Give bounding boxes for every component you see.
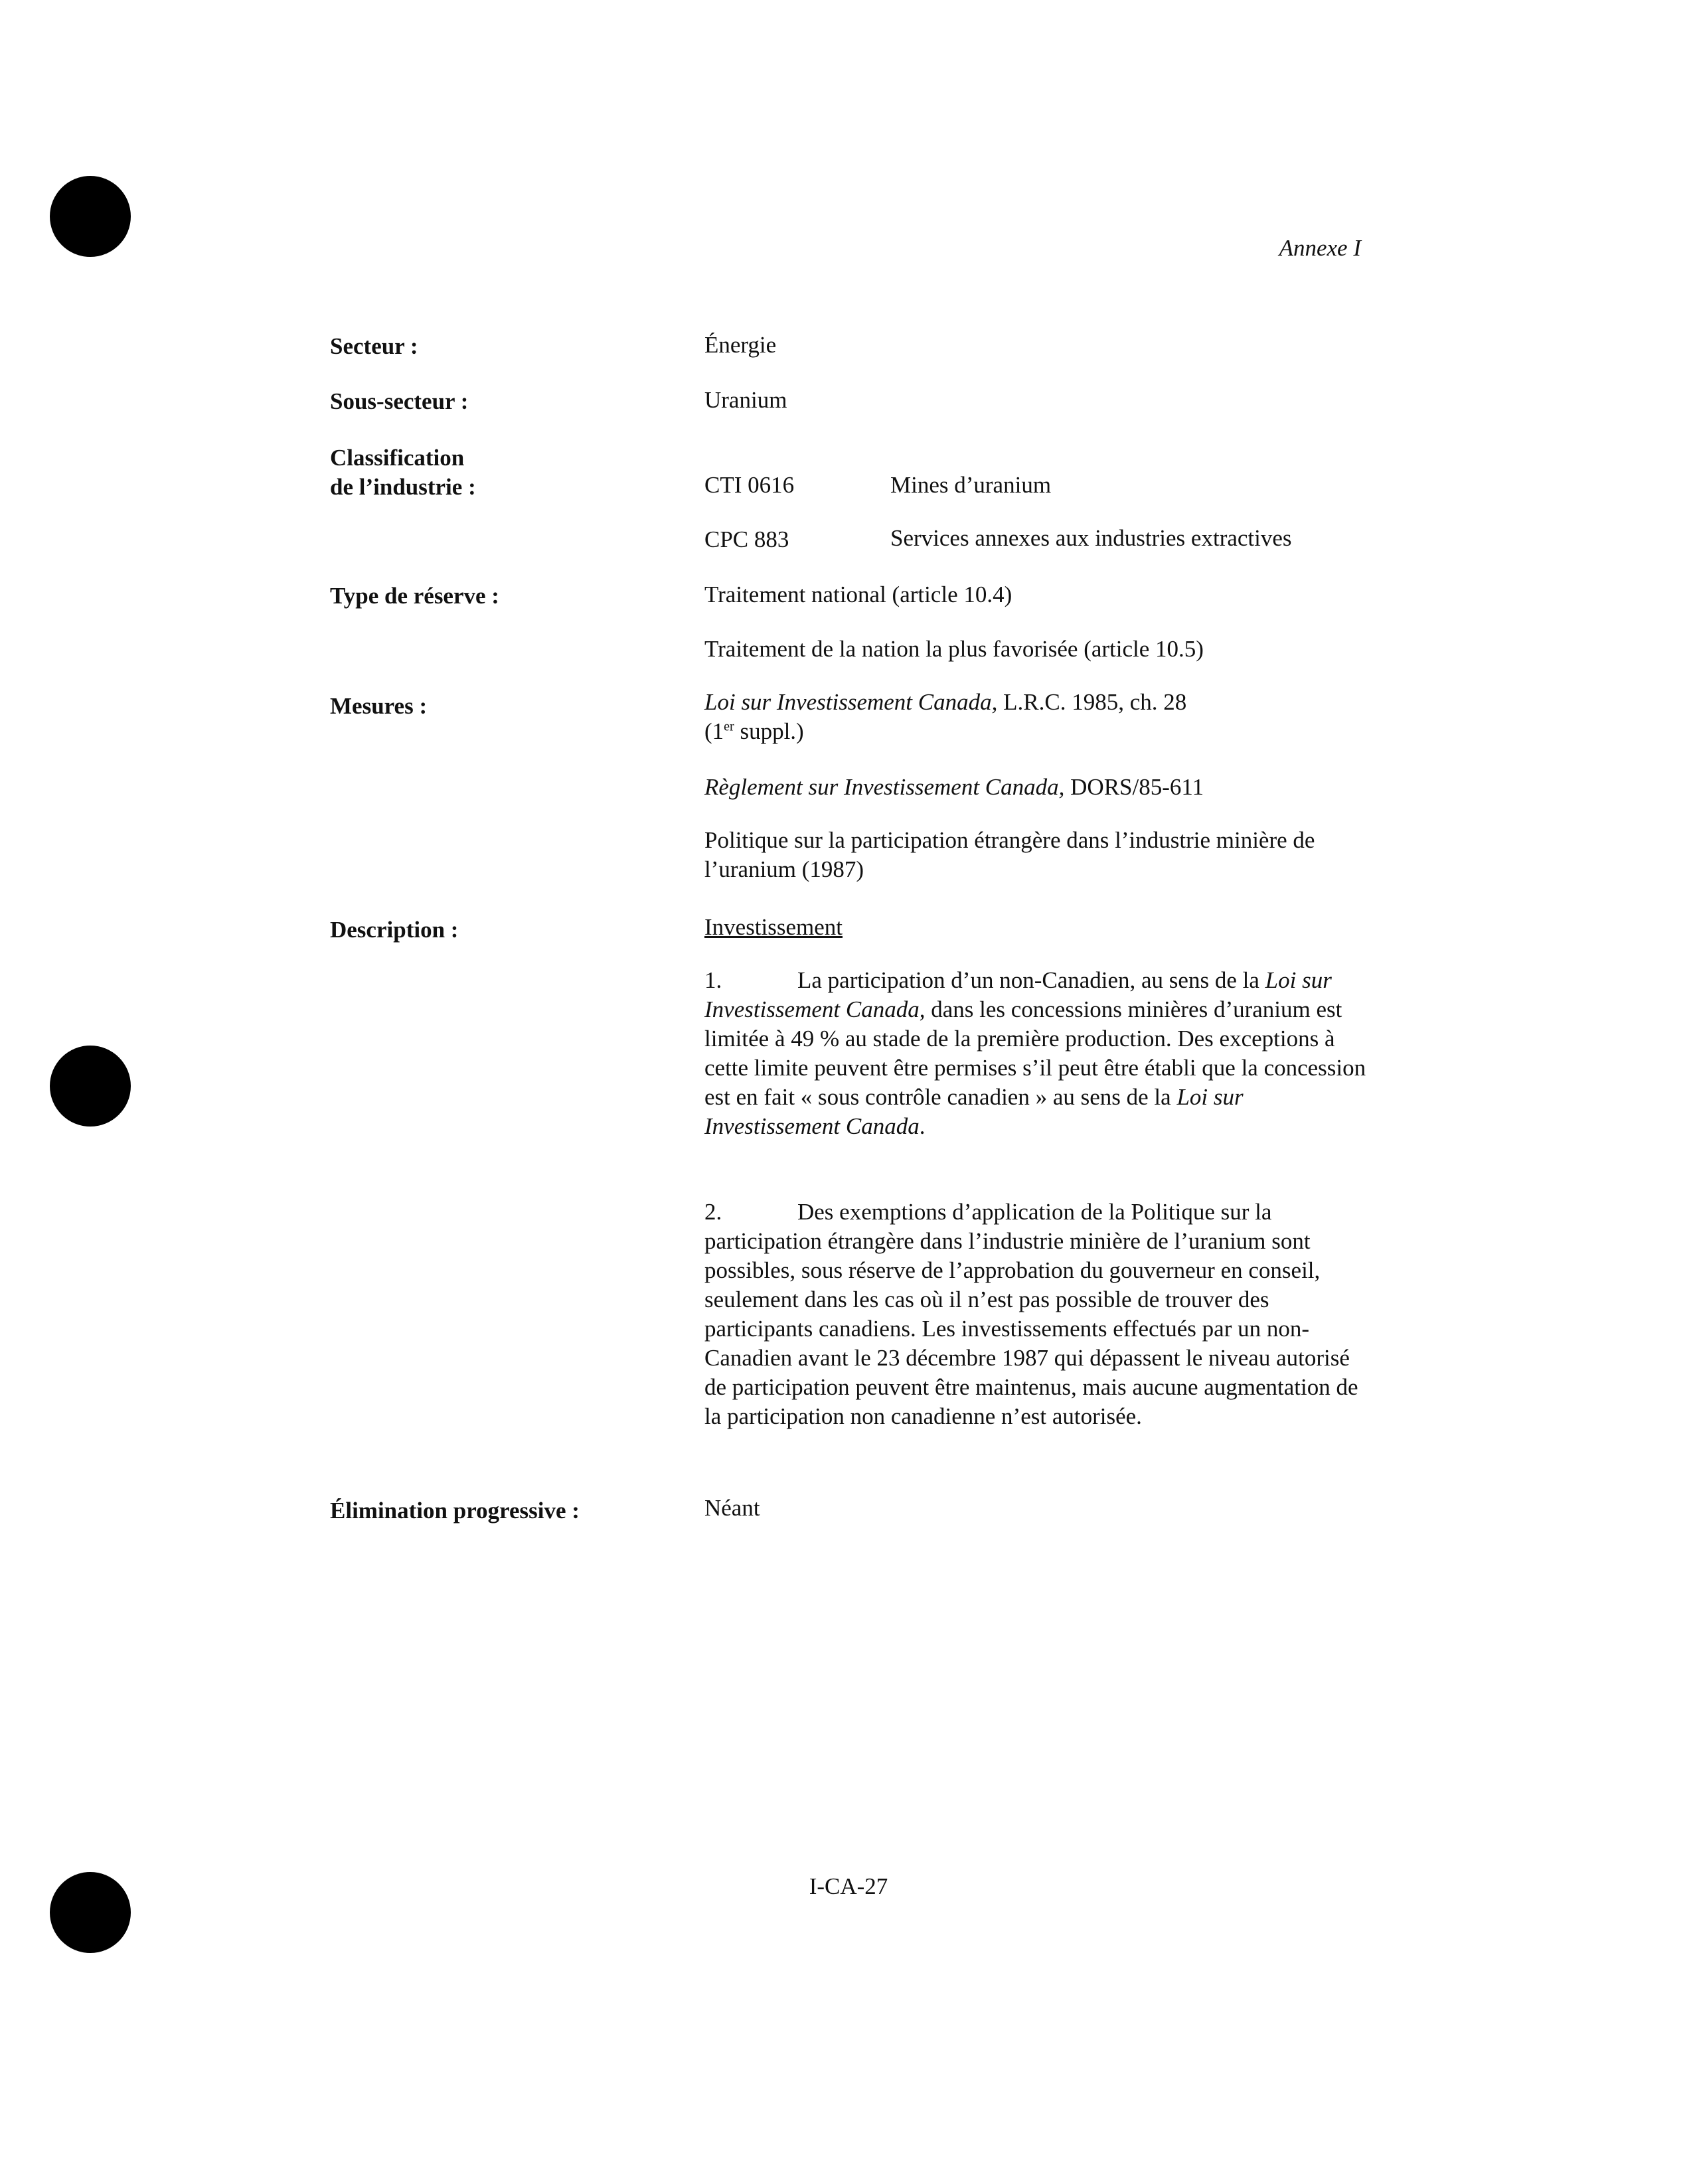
measures-label: Mesures : [330,693,428,719]
reservation-type-1: Traitement national (article 10.4) [704,582,1012,607]
punch-hole-middle [50,1046,131,1127]
classification-code-1: CTI 0616 [704,472,795,498]
measure-1-title: Loi sur Investissement Canada, [704,689,998,715]
paragraph-1-text-c: dans les concessions minières d’uranium est limitée à 49 % au stade de la première production. Des exceptions à cette limite peuvent être permises s’il peut être établi que la concession est en fait « sous contrôle canadien » au sens de la [704,996,1366,1110]
classification-label-line2: de l’industrie : [330,474,476,500]
measure-1 [704,688,1368,746]
paragraph-1-law-2: Loi sur Investissement Canada [704,1084,1244,1139]
sector-label: Secteur : [330,333,418,359]
description-label: Description : [330,917,459,943]
classification-label-line1: Classification [330,445,465,471]
classification-label [330,443,476,502]
description-heading-wrap [704,913,1368,942]
description-paragraph-1 [704,966,1368,1141]
phaseout-value: Néant [704,1495,760,1521]
description-paragraph-2 [704,1198,1368,1431]
measure-3: Politique sur la participation étrangère dans l’industrie minière de l’uranium (1987) [704,827,1315,882]
measure-2-title: Règlement sur Investissement Canada, [704,774,1065,800]
paragraph-1-text-e: . [919,1113,926,1139]
paragraph-1-text-a: La participation d’un non-Canadien, au sens de la [797,967,1265,993]
description-heading: Investissement [704,914,843,940]
measure-2 [704,773,1368,802]
paragraph-1-number: 1. [704,967,722,993]
subsector-value: Uranium [704,387,787,413]
paragraph-2-text: Des exemptions d’application de la Politique sur la participation étrangère dans l’industrie minière de l’uranium sont possibles, sous réserve de l’approbation du gouverneur en conseil, seulement dans les cas où il n’est pas possible de trouver des participants canadiens. Les investissements effectués par un non-Canadien avant le 23 décembre 1987 qui dépassent le niveau autorisé de participation peuvent être maintenus, mais aucune augmentation de la participation non canadienne n’est autorisée. [704,1199,1358,1429]
reservation-type-label: Type de réserve : [330,583,499,609]
annex-title: Annexe I [1279,235,1361,261]
phaseout-label: Élimination progressive : [330,1498,580,1523]
sector-value: Énergie [704,332,777,358]
page-number: I-CA-27 [809,1873,888,1899]
measure-1-ref: L.R.C. 1985, ch. 28 [997,689,1187,715]
paragraph-2-number: 2. [704,1199,722,1225]
paragraph-1-law-1: Loi sur Investissement Canada, [704,967,1332,1022]
measure-2-ref: DORS/85-611 [1064,774,1204,800]
measure-1-suppl-pre: (1 [704,718,724,744]
classification-desc-1: Mines d’uranium [890,472,1052,498]
classification-desc-2: Services annexes aux industries extractives [890,525,1292,551]
measure-1-suppl-sup: er [724,719,734,734]
measure-1-suppl-post: suppl.) [734,718,804,744]
classification-code-2: CPC 883 [704,526,789,552]
punch-hole-top [50,176,131,257]
subsector-label: Sous-secteur : [330,388,469,414]
reservation-type-2: Traitement de la nation la plus favorisée (article 10.5) [704,636,1204,662]
